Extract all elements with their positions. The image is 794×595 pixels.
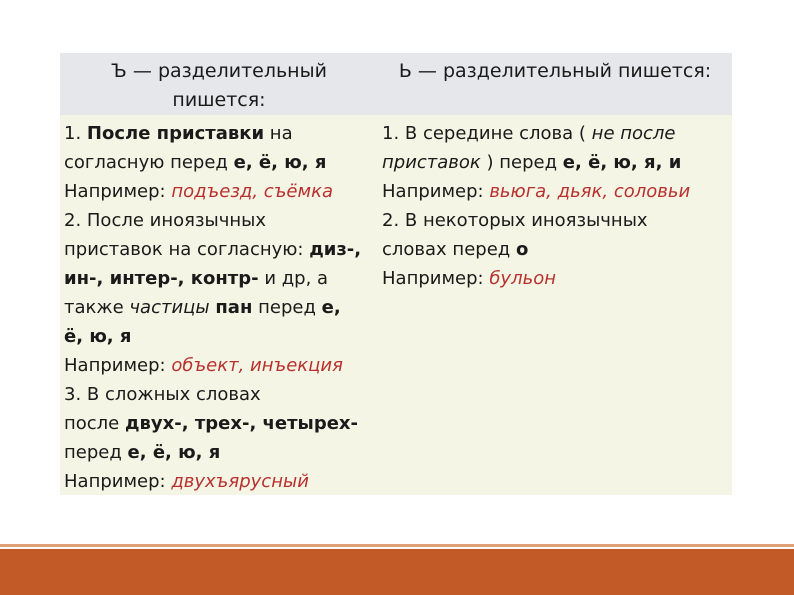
header-hard-sign bbox=[60, 53, 378, 115]
header-left-line2: пишется: bbox=[172, 89, 266, 111]
rule-line: приставок ) перед е, ё, ю, я, и bbox=[382, 152, 682, 173]
example-line: Например: объект, инъекция bbox=[64, 355, 343, 376]
footer-accent-line bbox=[0, 544, 794, 547]
example-line: Например: бульон bbox=[382, 268, 556, 289]
rule-line: после двух-, трех-, четырех- bbox=[64, 413, 358, 434]
header-left-line1: Ъ — разделительный bbox=[111, 60, 327, 82]
rule-line: 2. После иноязычных bbox=[64, 210, 266, 231]
example-line: Например: подъезд, съёмка bbox=[64, 181, 333, 202]
rule-line: перед е, ё, ю, я bbox=[64, 442, 221, 463]
rule-line: 1. После приставки на bbox=[64, 123, 293, 144]
soft-sign-rules-cell bbox=[378, 115, 732, 495]
rule-line: словах перед о bbox=[382, 239, 529, 260]
rules-table bbox=[60, 53, 732, 495]
rule-line: 3. В сложных словах bbox=[64, 384, 261, 405]
rule-line: согласную перед е, ё, ю, я bbox=[64, 152, 327, 173]
rule-line: ин-, интер-, контр- и др, а bbox=[64, 268, 329, 289]
rule-line: 2. В некоторых иноязычных bbox=[382, 210, 648, 231]
rule-line: также частицы пан перед е, bbox=[64, 297, 341, 318]
example-line: Например: двухъярусный bbox=[64, 471, 309, 492]
hard-sign-rules-cell bbox=[60, 115, 378, 495]
footer-band bbox=[0, 549, 794, 595]
header-soft-sign bbox=[378, 53, 732, 115]
example-line: Например: вьюга, дьяк, соловьи bbox=[382, 181, 691, 202]
header-right: Ь — разделительный пишется: bbox=[398, 60, 712, 82]
rule-line: приставок на согласную: диз-, bbox=[64, 239, 362, 260]
rule-line: 1. В середине слова ( не после bbox=[382, 123, 676, 144]
rule-line: ё, ю, я bbox=[64, 326, 132, 347]
